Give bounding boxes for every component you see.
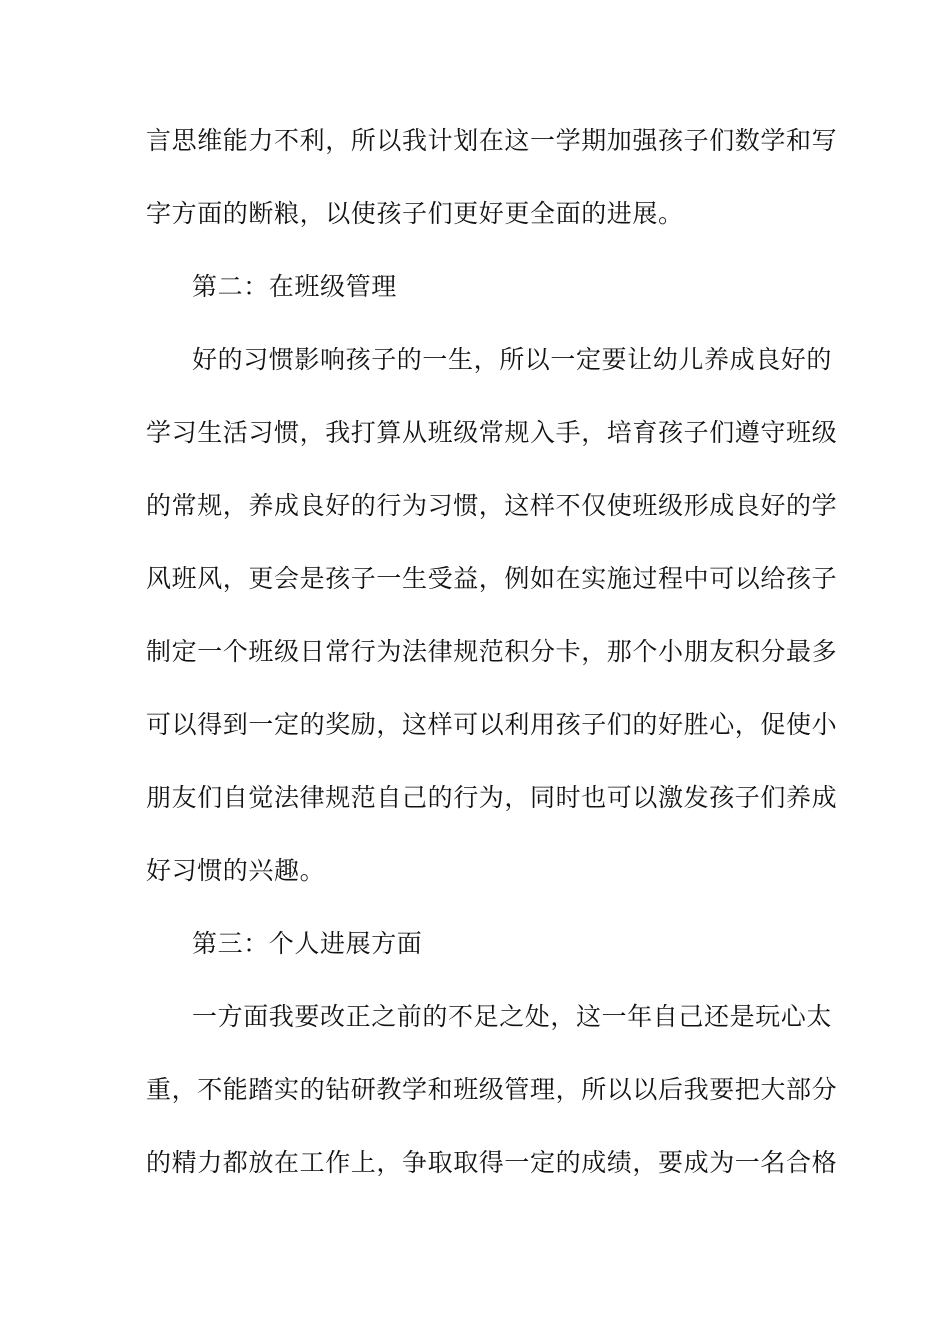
text-line: 字方面的断粮，以使孩子们更好更全面的进展。 xyxy=(146,199,684,228)
text-line: 的精力都放在工作上，争取取得一定的成绩，要成为一名合格 xyxy=(146,1148,838,1177)
text-line: 学习生活习惯，我打算从班级常规入手，培育孩子们遵守班级 xyxy=(146,418,838,447)
text-line: 重，不能踏实的钻研教学和班级管理，所以以后我要把大部分 xyxy=(146,1075,838,1104)
section-heading: 第二：在班级管理 xyxy=(192,272,397,301)
paragraph-first-line: 一方面我要改正之前的不足之处，这一年自己还是玩心太 xyxy=(192,1002,833,1031)
document-body xyxy=(146,126,838,1223)
text-line: 好习惯的兴趣。 xyxy=(146,856,326,885)
text-line: 风班风，更会是孩子一生受益，例如在实施过程中可以给孩子 xyxy=(146,564,838,593)
text-line: 制定一个班级日常行为法律规范积分卡，那个小朋友积分最多 xyxy=(146,637,838,666)
section-heading: 第三：个人进展方面 xyxy=(192,929,423,958)
paragraph-first-line: 好的习惯影响孩子的一生，所以一定要让幼儿养成良好的 xyxy=(192,345,833,374)
text-line: 的常规，养成良好的行为习惯，这样不仅使班级形成良好的学 xyxy=(146,491,838,520)
text-line: 言思维能力不利，所以我计划在这一学期加强孩子们数学和写 xyxy=(146,126,838,155)
text-line: 朋友们自觉法律规范自己的行为，同时也可以激发孩子们养成 xyxy=(146,783,838,812)
text-line: 可以得到一定的奖励，这样可以利用孩子们的好胜心，促使小 xyxy=(146,710,838,739)
